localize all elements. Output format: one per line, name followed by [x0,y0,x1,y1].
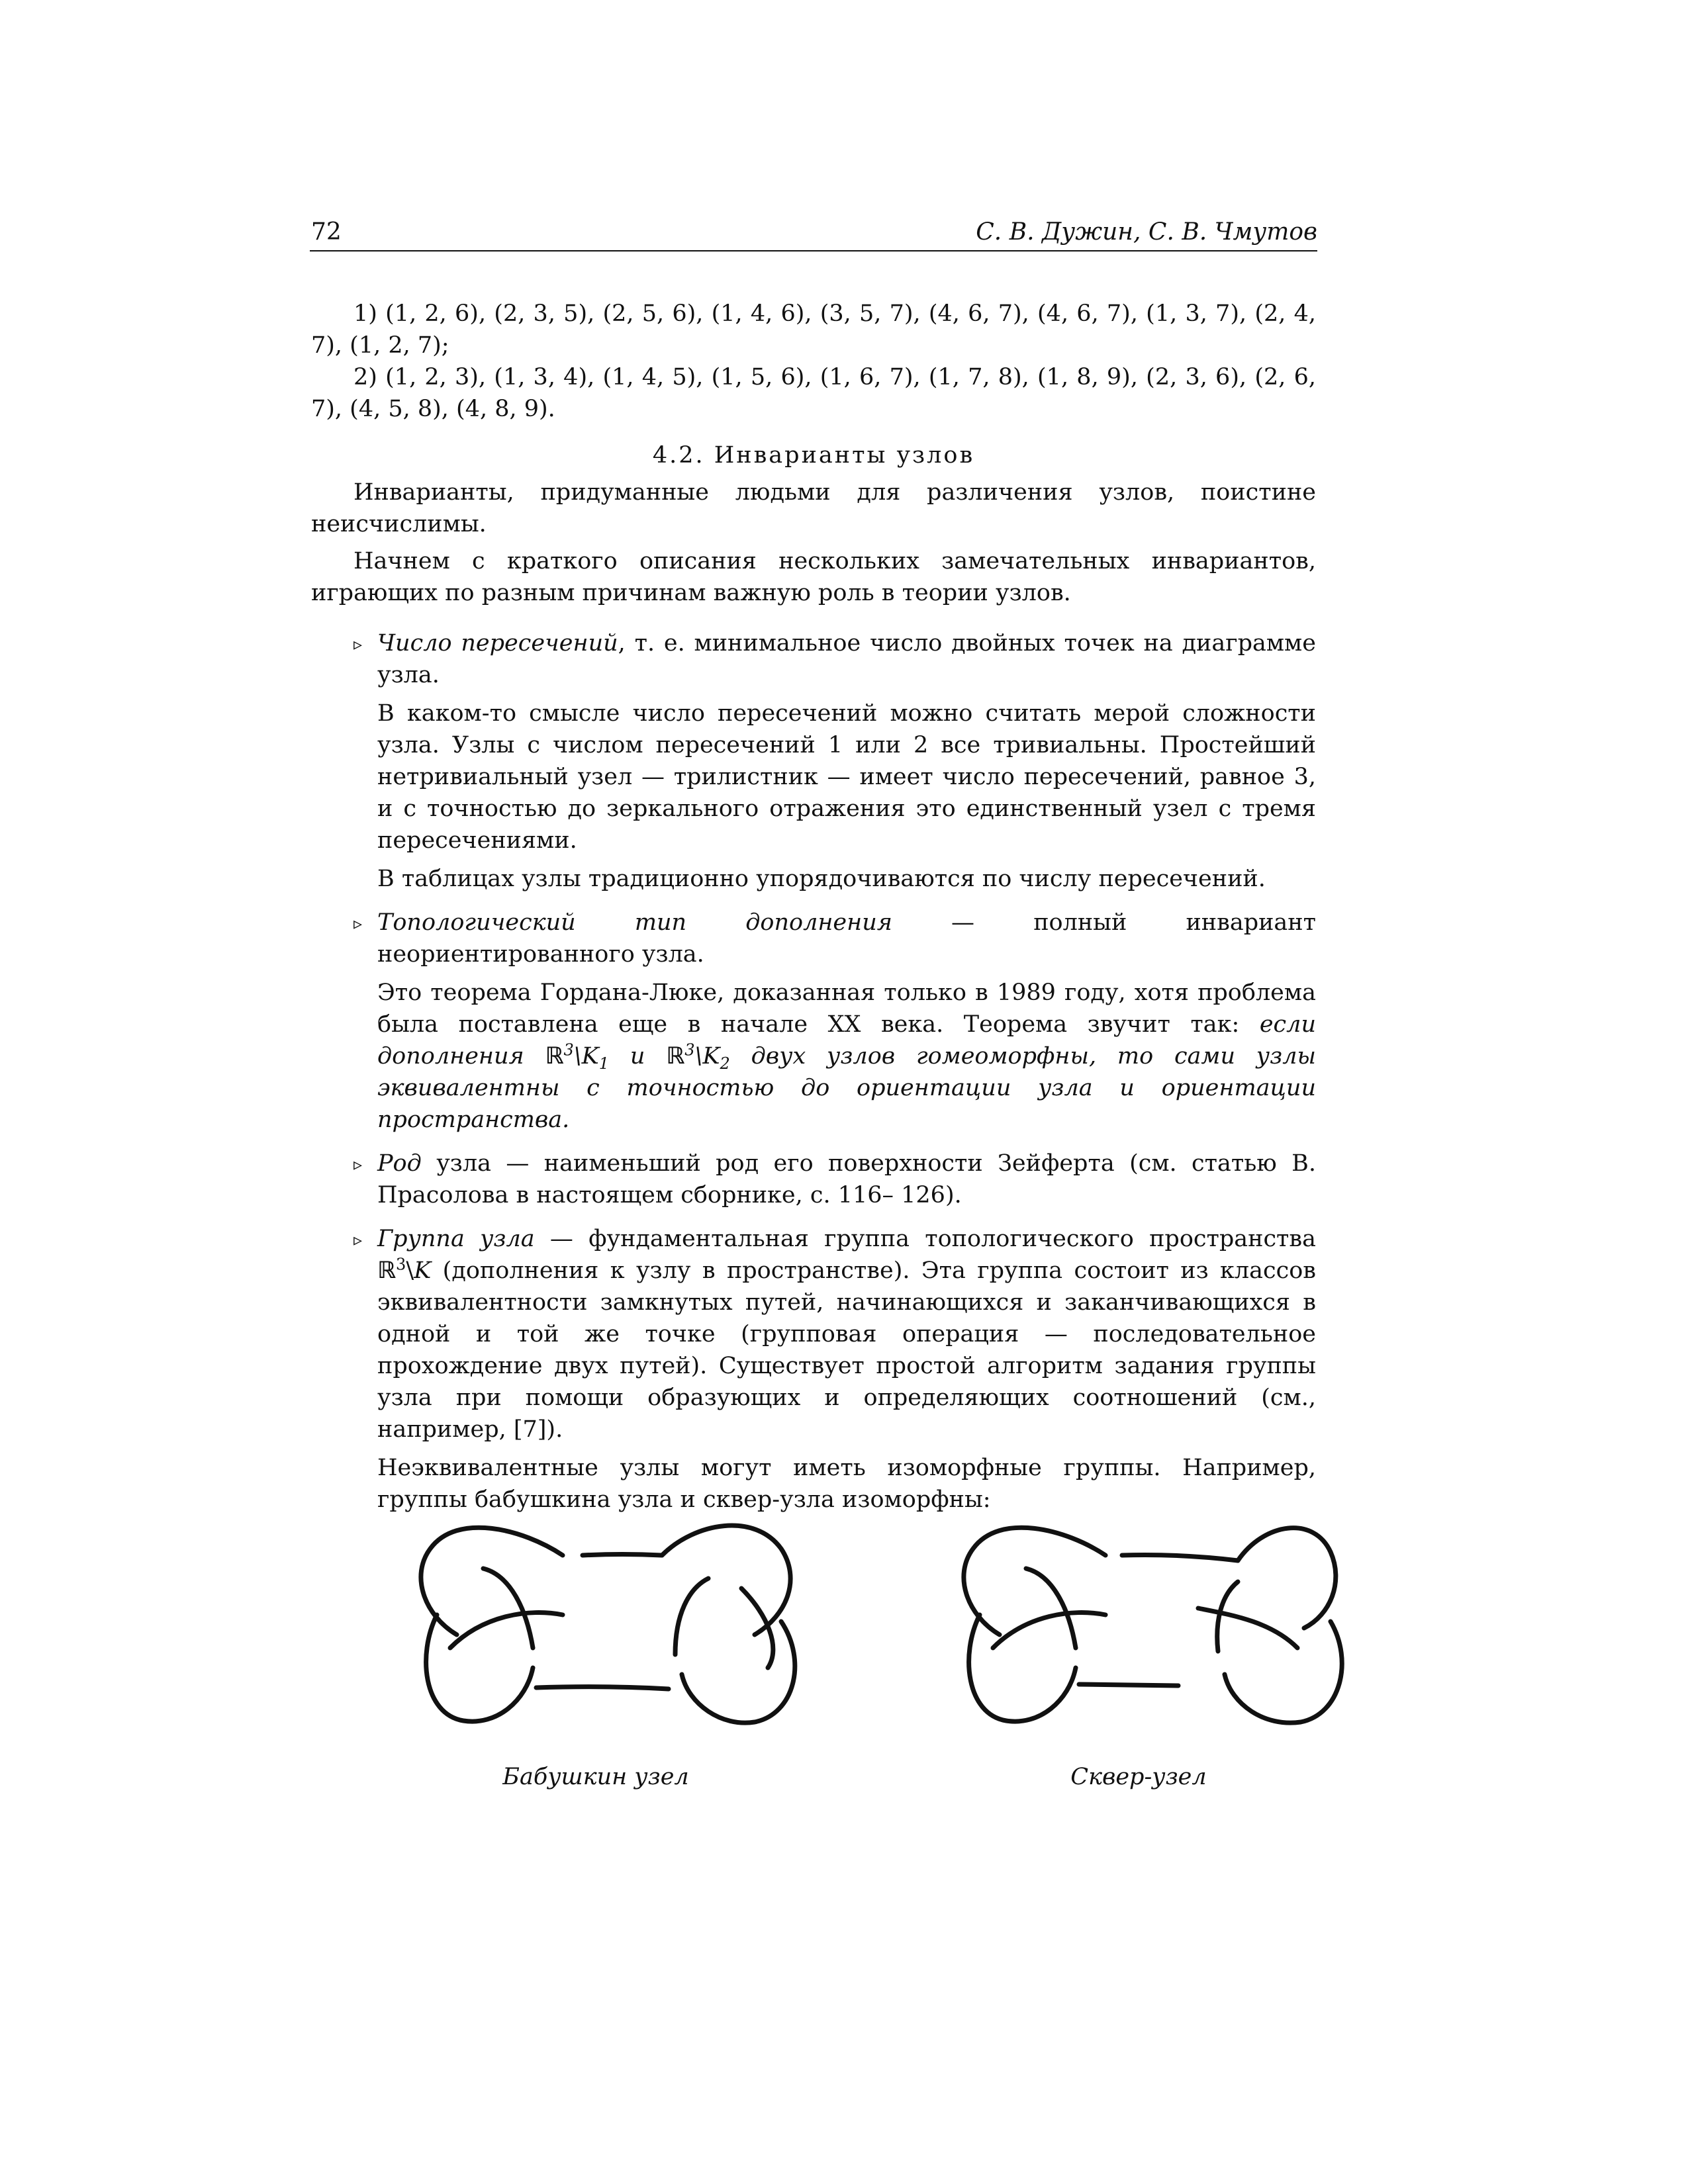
bullet-genus [311,1148,1316,1211]
intro-paragraph-2: Начнем с краткого описания нескольких замечательных инвариантов, играющих по разным причинам важную роль в теории узлов. [311,548,1316,606]
granny-knot-figure [410,1516,821,1734]
granny-left-inner-arc [483,1569,533,1648]
page-number: 72 [311,218,342,246]
complement-definition: — полный инвариант неориентированного узла. [377,909,1316,968]
body-text [311,298,1316,1522]
square-right-middle-strand [1198,1608,1297,1648]
square-left-inner-arc [1026,1569,1076,1648]
square-knot-figure [953,1516,1364,1734]
triangle-bullet-icon: ▹ [353,1155,363,1175]
granny-knot-caption: Бабушкин узел [502,1764,689,1790]
granny-right-middle-strand [741,1588,773,1668]
genus-definition: узла — наименьший род его поверхности Зейферта (см. статью В. Прасолова в настоящем сборнике, с. 116– 126). [377,1150,1316,1208]
intro-paragraph-1: Инварианты, придуманные людьми для различения узлов, поистине неисчислимы. [311,479,1316,537]
granny-top-bar [583,1555,662,1556]
header-rule [310,250,1317,251]
square-bottom-bar [1079,1684,1178,1686]
granny-right-inner-arc [675,1578,708,1655]
term-complement-type: Топологический тип дополнения [377,909,892,936]
running-head: С. В. Дужин, С. В. Чмутов [976,218,1317,246]
granny-bottom-bar [536,1687,669,1689]
knot-group-paragraph-2: Неэквивалентные узлы могут иметь изоморфные группы. Например, группы бабушкина узла и сквер-узла изоморфны: [377,1455,1316,1513]
triple-list-1: 1) (1, 2, 6), (2, 3, 5), (2, 5, 6), (1, 4, 6), (3, 5, 7), (4, 6, 7), (4, 6, 7), (1, 3, 7), (2, 4, 7), (1, 2, 7); [311,300,1316,359]
granny-left-lower-loop [426,1615,533,1721]
granny-right-lower-loop [682,1621,795,1723]
triangle-bullet-icon: ▹ [353,635,363,655]
theorem-paragraph: Это теорема Гордана-Люке, доказанная только в 1989 году, хотя проблема была поставлена еще в начале XX века. Теорема звучит так: если дополнения $ℝ^3\backslash K_1$ и $ℝ^3\backslash K_2$ двух узлов гомеоморфны, то сами узлы эквивалентны с точностью до ориентации узла и ориентации пространства. [377,979,1316,1133]
term-crossing-number: Число пересечений [377,630,618,657]
triple-lists [311,298,1316,425]
section-title: 4.2. Инварианты узлов [652,442,975,469]
bullet-crossing-number [311,627,1316,895]
crossing-definition: , т. е. минимальное число двойных точек на диаграмме узла. [377,630,1316,688]
triangle-bullet-icon: ▹ [353,914,363,934]
theorem-statement: если дополнения $ℝ^3\backslash K_1$ и $ℝ^3\backslash K_2$ двух узлов гомеоморфны, то сами узлы эквивалентны с точностью до ориентации узла и ориентации пространства. [377,1011,1316,1133]
triple-list-2: 2) (1, 2, 3), (1, 3, 4), (1, 4, 5), (1, 5, 6), (1, 6, 7), (1, 7, 8), (1, 8, 9), (2, 3, 6), (2, 6, 7), (4, 5, 8), (4, 8, 9). [311,364,1316,422]
granny-left-middle-strand [450,1613,563,1648]
triangle-bullet-icon: ▹ [353,1230,363,1250]
square-left-middle-strand [993,1613,1105,1648]
square-left-lower-loop [969,1615,1076,1721]
term-genus: Род [377,1150,422,1177]
term-knot-group: Группа узла [377,1226,535,1252]
bullet-complement-type [311,907,1316,1136]
square-top-bar [1122,1555,1238,1561]
bullet-knot-group: ▹ Группа узла — фундаментальная группа топологического пространства ℝ$^3$\K (дополнения к узлу в пространстве). Эта группа состоит из классов эквивалентности замкнутых путей, начинающихся и заканчивающихся в одной и той же точке (групповая операция — последовательное прохождение двух путей). Существует простой алгоритм задания группы узла при помощи образующих и определяющих соотношений (см., например, [7]). Неэквивалентные узлы могут иметь изоморфные группы. Например, группы бабушкина узла и сквер-узла изоморфны: [311,1223,1316,1516]
square-right-upper-loop [1238,1528,1336,1628]
square-knot-caption: Сквер-узел [1070,1764,1207,1790]
crossing-paragraph-2: В каком-то смысле число пересечений можно считать мерой сложности узла. Узлы с числом пересечений 1 или 2 все тривиальны. Простейший нетривиальный узел — трилистник — имеет число пересечений, равное 3, и с точностью до зеркального отражения это единственный узел с тремя пересечениями. [377,700,1316,854]
crossing-paragraph-3: В таблицах узлы традиционно упорядочиваются по числу пересечений. [377,866,1266,892]
